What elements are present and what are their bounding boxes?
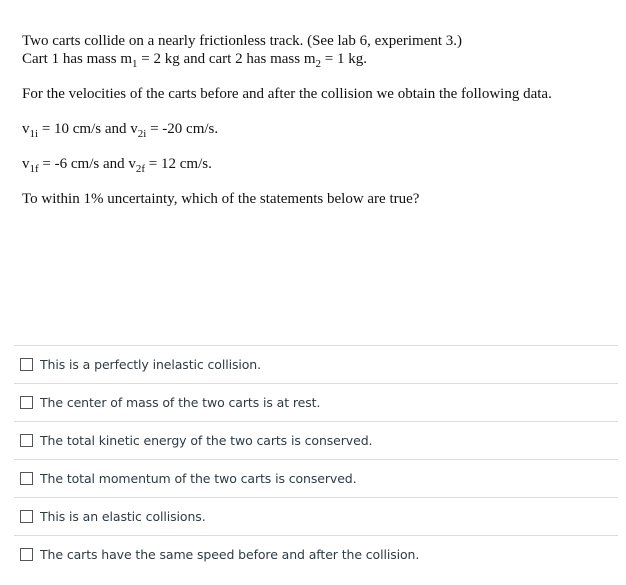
answer-label: The center of mass of the two carts is at rest. xyxy=(40,395,321,410)
answer-label: This is a perfectly inelastic collision. xyxy=(40,357,262,372)
initial-velocities xyxy=(22,120,612,138)
question-text xyxy=(22,32,612,208)
vel-final-c: = 12 cm/s. xyxy=(145,156,212,172)
question-line-1: Two carts collide on a nearly frictionless track. (See lab 6, experiment 3.) xyxy=(22,33,463,49)
answer-option[interactable] xyxy=(14,384,618,422)
question-intro xyxy=(22,32,612,68)
answer-label: The total kinetic energy of the two carts is conserved. xyxy=(40,433,373,448)
mass-subscript-2: 2 xyxy=(315,58,322,70)
answer-option[interactable] xyxy=(14,536,618,573)
vel-initial-sub-b: 2i xyxy=(137,128,147,140)
answer-checkbox[interactable] xyxy=(20,548,33,561)
answer-option[interactable] xyxy=(14,498,618,536)
answer-checkbox[interactable] xyxy=(20,472,33,485)
question-line-3: For the velocities of the carts before and after the collision we obtain the following data. xyxy=(22,86,552,102)
vel-initial-c: = -20 cm/s. xyxy=(146,121,219,137)
answer-option[interactable] xyxy=(14,460,618,498)
mass-subscript-1: 1 xyxy=(132,58,138,70)
answer-checkbox[interactable] xyxy=(20,434,33,447)
final-velocities xyxy=(22,155,612,173)
answer-checkbox[interactable] xyxy=(20,396,33,409)
vel-initial-b: = 10 cm/s and v xyxy=(38,121,138,137)
question-prompt: To within 1% uncertainty, which of the statements below are true? xyxy=(22,191,420,207)
vel-final-sub-b: 2f xyxy=(135,163,146,175)
answer-label: The total momentum of the two carts is conserved. xyxy=(40,471,357,486)
answer-option[interactable] xyxy=(14,346,618,384)
answer-checkbox[interactable] xyxy=(20,358,33,371)
answer-checkbox[interactable] xyxy=(20,510,33,523)
question-line-2 xyxy=(22,50,612,68)
mass-text-mid: = 2 kg and cart 2 has mass m xyxy=(137,51,316,67)
vel-final-sub-a: 1f xyxy=(29,163,39,175)
vel-final-a: v xyxy=(22,156,30,172)
vel-initial-a: v xyxy=(22,121,30,137)
vel-final-b: = -6 cm/s and v xyxy=(38,156,136,172)
answer-label: This is an elastic collisions. xyxy=(40,509,206,524)
answer-list xyxy=(14,345,618,573)
vel-initial-sub-a: 1i xyxy=(29,128,39,140)
mass-text-pre: Cart 1 has mass m xyxy=(22,51,132,67)
answer-option[interactable] xyxy=(14,422,618,460)
answer-label: The carts have the same speed before and after the collision. xyxy=(40,547,420,562)
mass-text-post: = 1 kg. xyxy=(321,51,367,67)
